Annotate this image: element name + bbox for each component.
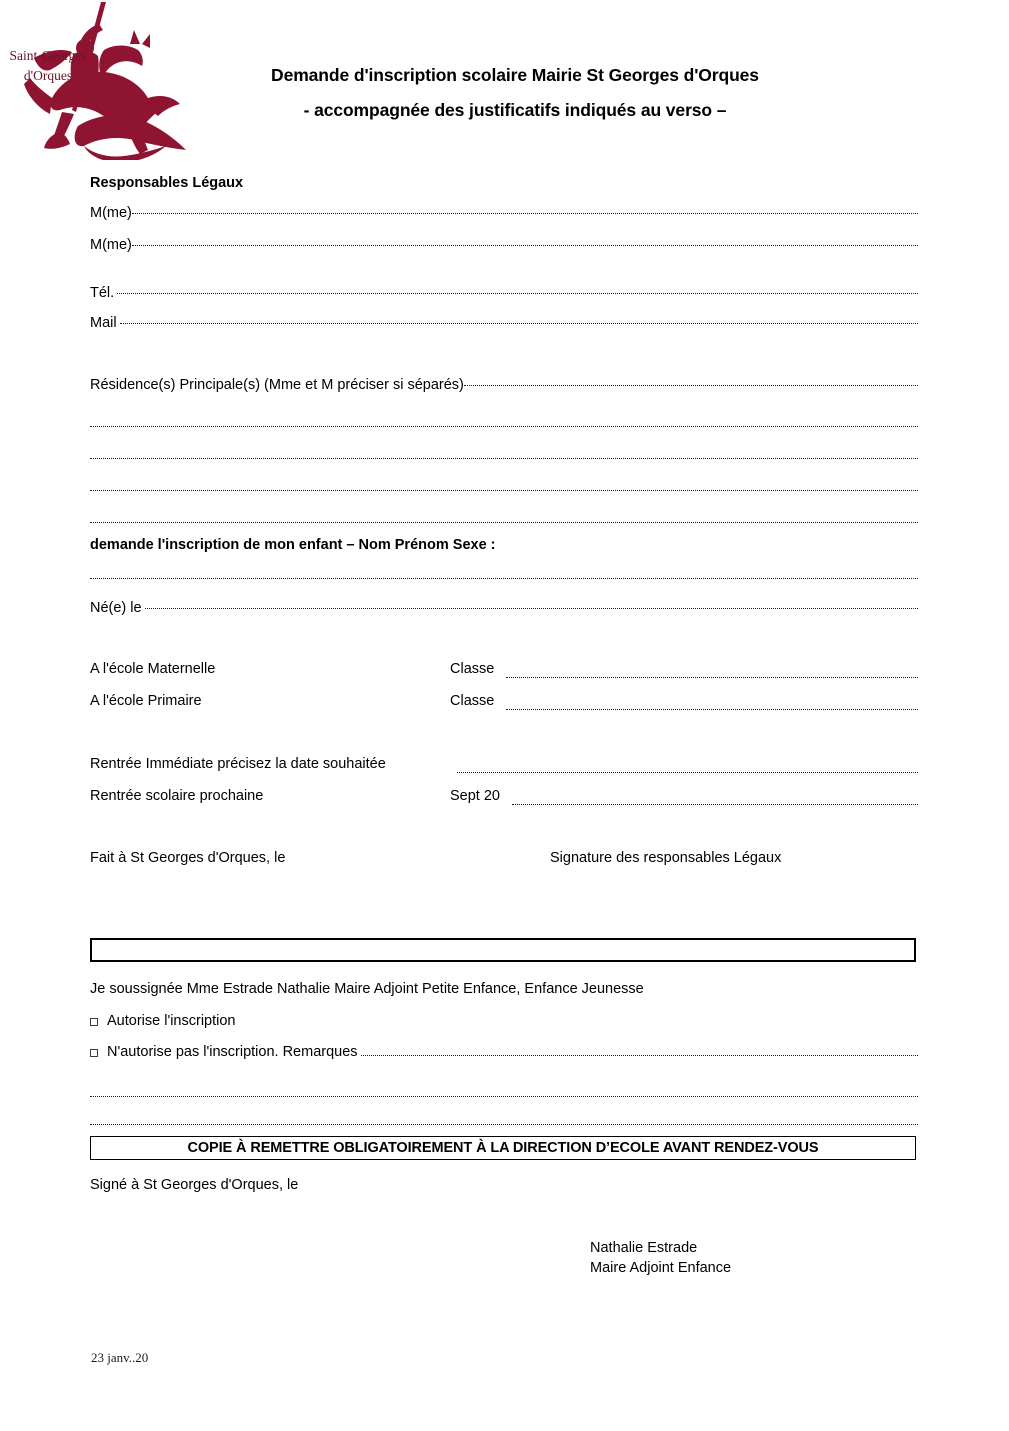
next-year-value: Sept 20: [450, 788, 500, 804]
primaire-class-input-line[interactable]: [506, 707, 918, 710]
option-allow-row[interactable]: [90, 1010, 918, 1032]
residence-input-line-5[interactable]: [90, 520, 918, 523]
guardian-2-input-line[interactable]: [132, 235, 918, 249]
remarks-input-line-1[interactable]: [361, 1045, 918, 1059]
guardian-2-field[interactable]: [90, 234, 918, 256]
checkbox-deny-icon[interactable]: [90, 1049, 98, 1057]
checkbox-allow-icon[interactable]: [90, 1018, 98, 1026]
residence-input-line-4[interactable]: [90, 488, 918, 491]
guardian-1-input-line[interactable]: [132, 203, 918, 217]
maternelle-class-input-line[interactable]: [506, 675, 918, 678]
mail-field[interactable]: [90, 312, 918, 334]
child-heading: [90, 534, 918, 556]
birth-date-label: Né(e) le: [90, 600, 142, 616]
child-heading-label: demande l'inscription de mon enfant – Nom Prénom Sexe :: [90, 537, 496, 553]
next-year-input-line[interactable]: [512, 802, 918, 805]
option-deny-row[interactable]: [90, 1041, 918, 1063]
immediate-start-label: Rentrée Immédiate précisez la date souhaitée: [90, 756, 386, 772]
phone-input-line[interactable]: [117, 283, 918, 297]
next-year-label: Rentrée scolaire prochaine: [90, 788, 264, 804]
child-name-input-line[interactable]: [90, 576, 918, 579]
birth-date-input-line[interactable]: [145, 598, 918, 612]
birth-date-field[interactable]: [90, 597, 918, 619]
residence-input-line-1[interactable]: [464, 375, 918, 389]
notice-banner: [90, 1136, 916, 1160]
mail-label: Mail: [90, 315, 117, 331]
residence-label: Résidence(s) Principale(s) (Mme et M préciser si séparés): [90, 377, 464, 393]
remarks-input-line-2[interactable]: [90, 1094, 918, 1097]
undersigned-statement: [90, 978, 918, 1000]
residence-input-line-3[interactable]: [90, 456, 918, 459]
phone-label: Tél.: [90, 285, 115, 301]
sign-place-label[interactable]: Fait à St Georges d'Orques, le: [90, 850, 286, 866]
notice-text: COPIE À REMETTRE OBLIGATOIREMENT À LA DIRECTION D’ECOLE AVANT RENDEZ-VOUS: [187, 1140, 819, 1156]
maternelle-label: A l'école Maternelle: [90, 661, 216, 677]
remarks-input-line-3[interactable]: [90, 1122, 918, 1125]
official-role: Maire Adjoint Enfance: [590, 1260, 732, 1276]
option-allow-label: Autorise l'inscription: [107, 1013, 236, 1029]
mail-input-line[interactable]: [120, 313, 918, 327]
guardians-signature-label: Signature des responsables Légaux: [550, 850, 782, 866]
immediate-start-input-line[interactable]: [457, 770, 918, 773]
primaire-label: A l'école Primaire: [90, 693, 202, 709]
official-signed-label[interactable]: Signé à St Georges d'Orques, le: [90, 1177, 299, 1193]
reserved-empty-box: [90, 938, 916, 962]
primaire-class-label: Classe: [450, 693, 495, 709]
residence-field[interactable]: [90, 374, 918, 396]
guardians-heading: [90, 172, 918, 194]
logo-name-line2: d'Orques: [23, 68, 73, 83]
title-subtitle: - accompagnée des justificatifs indiqués au verso –: [303, 100, 727, 120]
guardian-1-label: M(me): [90, 205, 132, 221]
guardians-heading-label: Responsables Légaux: [90, 175, 244, 191]
guardian-1-field[interactable]: [90, 202, 918, 224]
option-deny-label: N'autorise pas l'inscription. Remarques: [107, 1044, 358, 1060]
footer-date: 23 janv..20: [91, 1350, 149, 1365]
form-body: [90, 0, 918, 1431]
logo-name-line1: Saint-Georges: [9, 48, 87, 63]
official-signature-block: [590, 1238, 731, 1278]
phone-field[interactable]: [90, 282, 918, 304]
official-name: Nathalie Estrade: [590, 1240, 698, 1256]
guardian-2-label: M(me): [90, 237, 132, 253]
maternelle-class-label: Classe: [450, 661, 495, 677]
title-primary: Demande d'inscription scolaire Mairie St Georges d'Orques: [271, 65, 759, 85]
undersigned-label: Je soussignée Mme Estrade Nathalie Maire Adjoint Petite Enfance, Enfance Jeunesse: [90, 981, 644, 997]
residence-input-line-2[interactable]: [90, 424, 918, 427]
